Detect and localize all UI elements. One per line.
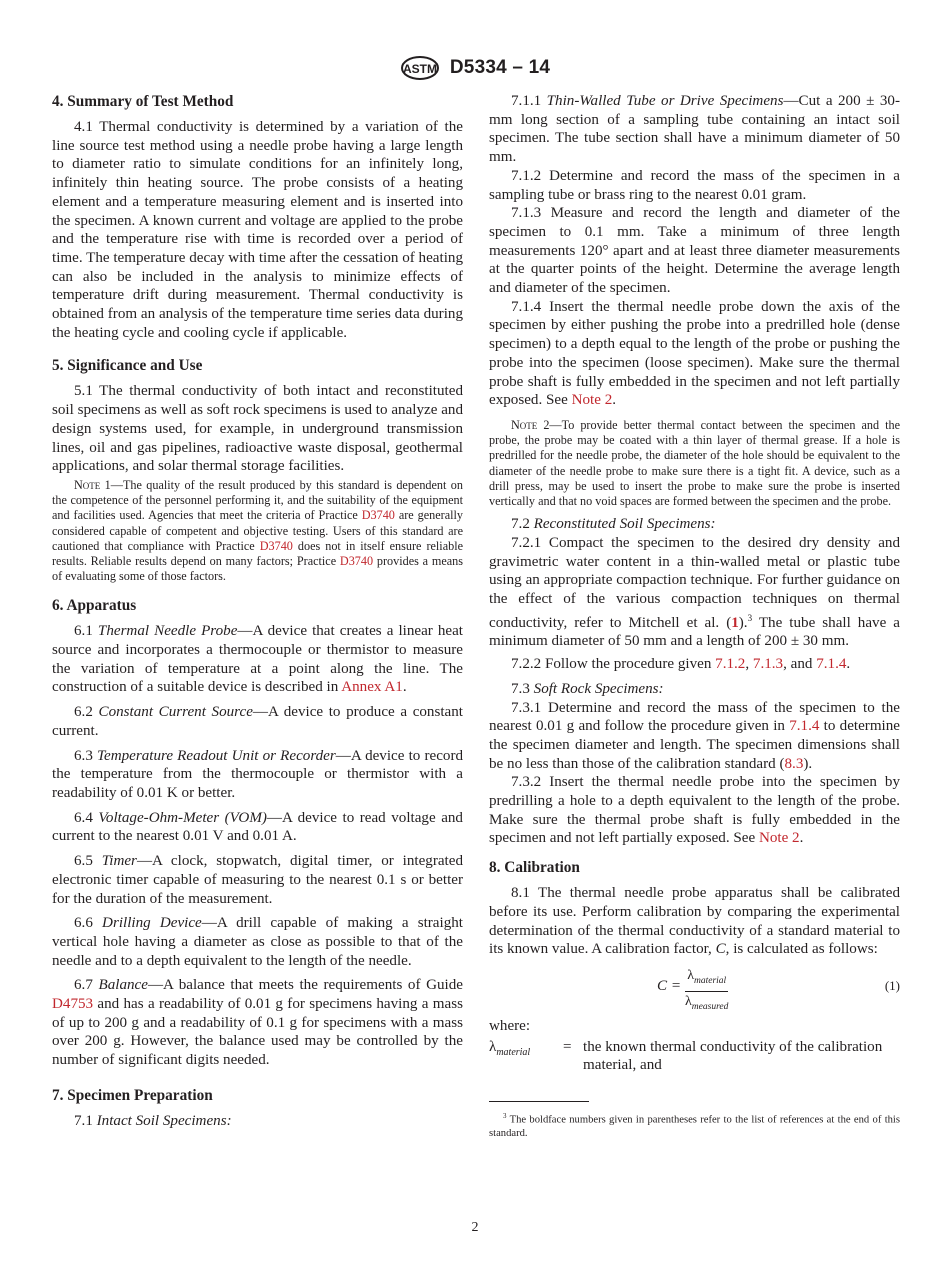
link-d3740[interactable]: D3740 xyxy=(339,553,374,568)
para-6-2: 6.2 Constant Current Source—A device to produce a constant current. xyxy=(52,704,463,739)
para-4-1: 4.1 Thermal conductivity is determined by a variation of the line source test method using a needle probe having a large length to diameter ratio to simulate conditions for an infinitely long, infinitely thin heating source. The probe consists of a heating element and a temperature measuring element and is inserted into the specimen. A known current and voltage are applied to the probe and the temperature rise with time is recorded over a period of time. The temperature decay with time after the cessation of heating can also be included in the analysis to minimize effects of temperature drift during measurement. Thermal conductivity is obtained from an analysis of the temperature time series data during the heating cycle and cooling cycle if applicable. xyxy=(52,119,463,341)
link-7-1-2[interactable]: 7.1.2 xyxy=(715,656,746,673)
para-8-1: 8.1 The thermal needle probe apparatus shall be calibrated before its use. Perform calibration by comparing the experimental determination of the thermal conductivity of a standard material to its known value. A calibration factor, C, is calculated as follows: xyxy=(489,885,900,958)
footnote-3: $^3$ The boldface numbers given in parentheses refer to the list of references at the end of this standard. xyxy=(489,1112,900,1140)
para-7-2-1: 7.2.1 Compact the specimen to the desired dry density and gravimetric water content in a thin-walled metal or plastic tube using an appropriate compaction technique. For further guidance on the effect of the various compaction techniques on thermal conductivity, refer to Mitchell et al. (1).$^3$ The tube shall have a minimum diameter of 50 mm and a length of 200 ± 30 mm. xyxy=(489,534,900,650)
para-7-1-4: 7.1.4 Insert the thermal needle probe down the axis of the specimen by either pushing the probe into a predrilled hole (dense specimen) to a depth equal to the length of the probe or pushing the probe into the specimen (loose specimen). Make sure the thermal probe shaft is fully embedded in the specimen and not left partially exposed. See Note 2. xyxy=(489,298,900,409)
note-2: Note 2—To provide better thermal contact between the specimen and the probe, the probe may be coated with a thin layer of thermal grease. If a hole is predrilled for the needle probe, the diameter of the hole should be equivalent to the diameter of the needle probe to make sure there is a tight fit. A device, such as a drill press, may be used to insert the probe to make sure the probe is inserted vertically and that no void spaces are formed between the specimen and the probe. xyxy=(489,417,900,508)
para-5-1: 5.1 The thermal conductivity of both intact and reconstituted soil specimens as well as soft rock specimens is used to analyze and design systems used, for example, in underground transmission lines, oil and gas pipelines, radioactive waste disposal, geothermal applications, and solar thermal storage facilities. xyxy=(52,383,463,475)
left-column xyxy=(52,92,463,1131)
para-7-3-2: 7.3.2 Insert the thermal needle probe into the specimen by predrilling a hole to a depth equivalent to the length of the probe. Make sure the thermal probe shaft is fully embedded in the specimen and not left partially exposed. See Note 2. xyxy=(489,774,900,847)
link-7-1-4[interactable]: 7.1.4 xyxy=(816,656,847,673)
para-6-3: 6.3 Temperature Readout Unit or Recorder—A device to record the temperature from the thermocouple or thermistor with a readability of 0.01 K or better. xyxy=(52,747,464,801)
page-number: 2 xyxy=(471,1220,479,1235)
section-6-heading: 6. Apparatus xyxy=(52,597,137,615)
para-7-1-1: 7.1.1 Thin-Walled Tube or Drive Specimens—Cut a 200 ± 30-mm long section of a sampling tube containing an intact soil specimen. The tube section shall have a minimum diameter of 50 mm. xyxy=(489,93,900,166)
para-6-6: 6.6 Drilling Device—A drill capable of making a straight vertical hole having a diameter as close as possible to that of the needle and to a depth equivalent to the length of the needle. xyxy=(52,915,463,969)
astm-logo-icon xyxy=(400,55,440,81)
para-6-7: 6.7 Balance—A balance that meets the requirements of Guide D4753 and has a readability of 0.01 g for specimens having a mass of up to 200 g and a readability of 0.1 g for specimens with a mass over 200 g. However, the balance used may be controlled by the number of significant digits needed. xyxy=(52,977,463,1069)
note-1: Note 1—The quality of the result produced by this standard is dependent on the competence of the personnel performing it, and the suitability of the equipment and facilities used. Agencies that meet the criteria of Practice D3740 are generally considered capable of competent and objective testing. Users of this standard are cautioned that compliance with Practice D3740 does not in itself ensure reliable results. Reliable results depend on many factors; Practice D3740 provides a means of evaluating some of those factors. xyxy=(52,477,463,584)
link-d4753[interactable]: D4753 xyxy=(52,996,94,1013)
section-7-heading: 7. Specimen Preparation xyxy=(52,1086,213,1104)
section-5-heading: 5. Significance and Use xyxy=(52,357,203,375)
right-column xyxy=(489,92,900,1141)
link-7-1-4[interactable]: 7.1.4 xyxy=(789,718,820,735)
section-4-heading: 4. Summary of Test Method xyxy=(52,93,234,110)
para-7-1-2: 7.1.2 Determine and record the mass of the specimen in a sampling tube or brass ring to the nearest 0.01 gram. xyxy=(489,167,900,203)
para-6-1: 6.1 Thermal Needle Probe—A device that creates a linear heat source and incorporates a thermocouple or thermistor to measure the variation of temperature at a point along the line. The construction of a suitable device is described in Annex A1. xyxy=(52,623,463,696)
para-7-1: 7.1 Intact Soil Specimens: xyxy=(74,1112,232,1129)
equation-number: (1) xyxy=(884,977,900,993)
link-8-3[interactable]: 8.3 xyxy=(784,755,804,772)
link-d3740[interactable]: D3740 xyxy=(259,538,293,553)
para-6-5: 6.5 Timer—A clock, stopwatch, digital timer, or integrated electronic timer capable of measuring to the nearest 0.1 s or better for the duration of the measurement. xyxy=(52,853,464,907)
section-8-heading: 8. Calibration xyxy=(489,859,580,877)
standard-designation: D5334 – 14 xyxy=(449,57,551,78)
para-7-2: 7.2 Reconstituted Soil Specimens: xyxy=(511,516,716,533)
footnote-rule xyxy=(489,1101,589,1102)
fraction: $\lambda_{material}$ $\lambda_{measured}$ xyxy=(685,967,729,1013)
svg-text:ASTM: ASTM xyxy=(402,62,437,76)
para-7-3-1: 7.3.1 Determine and record the mass of the specimen to the nearest 0.01 g and follow the procedure given in 7.1.4 to determine the specimen diameter and length. The specimen dimensions shall be no less than those of the calibration standard (8.3). xyxy=(489,699,900,772)
link-note-2[interactable]: Note 2 xyxy=(758,830,800,847)
definition-lambda-material: $\lambda_{material}$ = the known thermal conductivity of the calibration material, and xyxy=(489,1038,883,1074)
link-annex-a1[interactable]: Annex A1 xyxy=(341,679,403,696)
equation-1: C = $\lambda_{material}$ $\lambda_{measured}$ (1) xyxy=(489,965,900,1009)
link-note-2[interactable]: Note 2 xyxy=(571,392,613,409)
para-7-1-3: 7.1.3 Measure and record the length and diameter of the specimen to 0.1 mm. Take a minimum of three length measurements 120° apart and at least three diameter measurements at the quarter points of the height. Determine the average length and diameter of the specimen. xyxy=(489,205,900,297)
link-7-1-3[interactable]: 7.1.3 xyxy=(752,656,784,673)
where-label: where: xyxy=(489,1017,531,1034)
link-ref-1[interactable]: 1 xyxy=(731,614,739,631)
para-7-2-2: 7.2.2 Follow the procedure given 7.1.2, 7.1.3, and 7.1.4. xyxy=(511,656,851,673)
link-d3740[interactable]: D3740 xyxy=(361,508,395,523)
para-6-4: 6.4 Voltage-Ohm-Meter (VOM)—A device to read voltage and current to the nearest 0.01 V and 0.01 A. xyxy=(52,809,463,845)
para-7-3: 7.3 Soft Rock Specimens: xyxy=(511,680,664,697)
page-header xyxy=(0,55,950,81)
